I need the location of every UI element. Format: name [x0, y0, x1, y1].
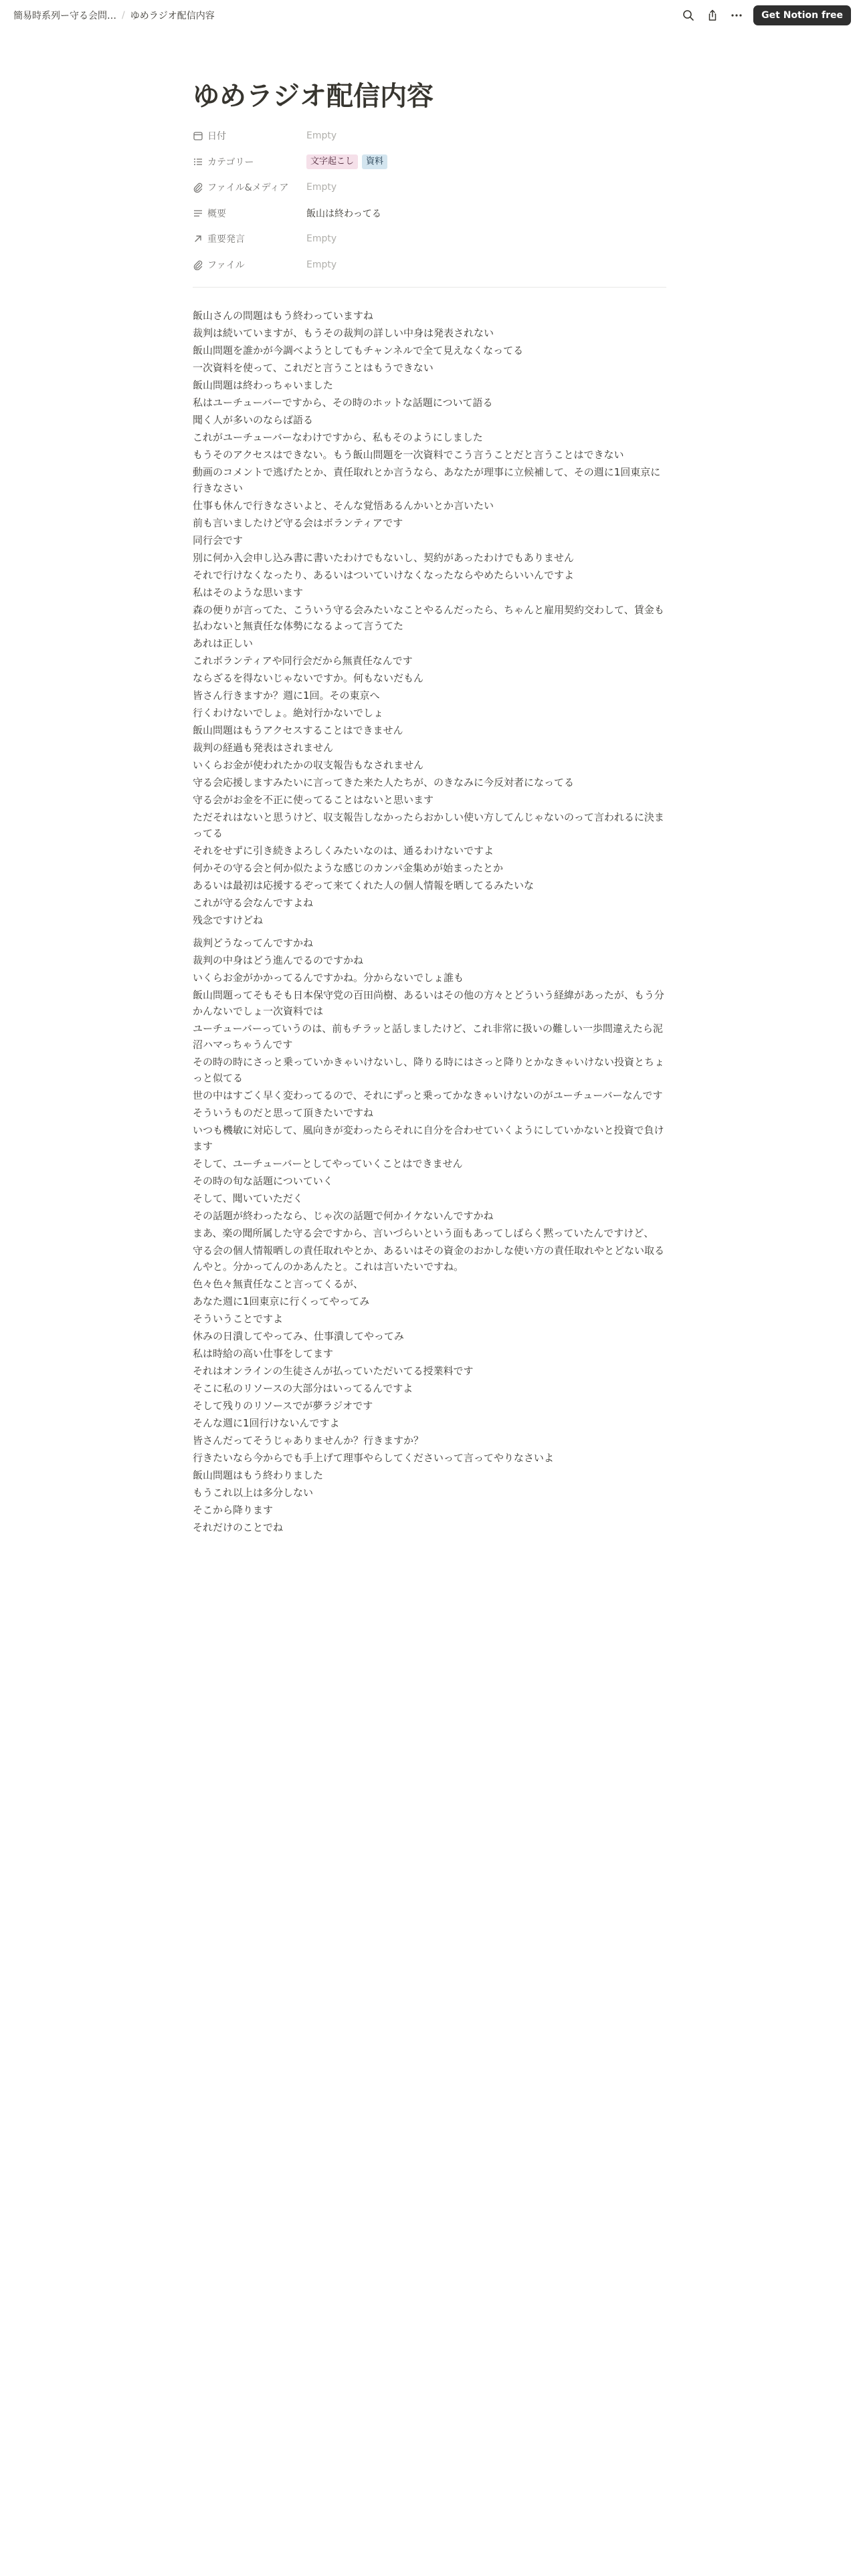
text-block[interactable]: 世の中はすごく早く変わってるので、それにずっと乗ってかなきゃいけないのがユーチューバーなんです	[193, 1089, 663, 1101]
text-block[interactable]: あれは正しい	[193, 637, 254, 649]
property-value[interactable]: Empty	[306, 130, 337, 142]
text-block[interactable]: 休みの日潰してやってみ、仕事潰してやってみ	[193, 1330, 404, 1342]
text-block[interactable]: ならざるを得ないじゃないですか。何もないだもん	[193, 672, 424, 684]
text-block[interactable]: 動画のコメントで逃げたとか、責任取れとか言うなら、あなたが理事に立候補して、その週に1回東京に行きなさい	[193, 466, 661, 494]
list-icon	[193, 156, 203, 167]
property-date	[193, 123, 666, 149]
body-section-2	[193, 935, 666, 1535]
text-block[interactable]: そして、聞いていただく	[193, 1192, 303, 1204]
text-block[interactable]: 飯山問題は終わっちゃいました	[193, 379, 333, 391]
text-block[interactable]: これが守る会なんですよね	[193, 897, 314, 909]
property-name[interactable]	[193, 181, 306, 194]
property-name[interactable]	[193, 207, 306, 220]
property-label: ファイル	[207, 259, 245, 271]
divider	[193, 287, 666, 288]
text-block[interactable]: もうこれ以上は多分しない	[193, 1487, 314, 1499]
text-block[interactable]: 私はそのような思います	[193, 586, 304, 599]
breadcrumb-parent[interactable]: 簡易時系列ー守る会問…	[13, 10, 116, 21]
property-name[interactable]	[193, 129, 306, 142]
text-block[interactable]: 皆さんだってそうじゃありませんか？行きますか？	[193, 1434, 424, 1446]
text-block[interactable]: そこに私のリソースの大部分はいってるんですよ	[193, 1382, 413, 1394]
share-button[interactable]	[702, 5, 723, 25]
property-value[interactable]: 飯山は終わってる	[306, 208, 381, 219]
calendar-icon	[193, 130, 203, 141]
breadcrumb-separator: /	[122, 9, 125, 21]
property-file	[193, 252, 666, 278]
breadcrumb-current[interactable]: ゆめラジオ配信内容	[130, 10, 215, 21]
paperclip-icon	[193, 182, 203, 193]
text-block[interactable]: ただそれはないと思うけど、収支報告しなかったらおかしい使い方してんじゃないのって言われるに決まってる	[193, 811, 664, 839]
property-name[interactable]	[193, 155, 306, 169]
text-block[interactable]: 飯山問題はもう終わりました	[193, 1469, 324, 1481]
property-value[interactable]: Empty	[306, 233, 337, 245]
property-label: ファイル&メディア	[207, 183, 289, 194]
text-block[interactable]: 前も言いましたけど守る会はボランティアです	[193, 517, 403, 529]
text-block[interactable]: 飯山問題はもうアクセスすることはできません	[193, 724, 403, 736]
text-block[interactable]: 守る会応援しますみたいに言ってきた来た人たちが、のきなみに今反対者になってる	[193, 776, 575, 788]
text-block[interactable]: 裁判の中身はどう進んでるのですかね	[193, 954, 364, 966]
text-block[interactable]: そして残りのリソースでが夢ラジオです	[193, 1400, 373, 1412]
section-gap	[193, 930, 666, 935]
property-value[interactable]: Empty	[306, 259, 337, 270]
text-block[interactable]: 色々色々無責任なこと言ってくるが、	[193, 1278, 364, 1290]
text-block[interactable]: 何かその守る会と何か似たような感じのカンパ金集めが始まったとか	[193, 862, 503, 874]
text-block[interactable]: 同行会です	[193, 534, 244, 546]
text-block[interactable]: 森の便りが言ってた、こういう守る会みたいなことやるんだったら、ちゃんと雇用契約交わして、賃金も払わないと無責任な体勢になるよって言うてた	[193, 604, 664, 632]
text-block[interactable]: 行くわけないでしょ。絶対行かないでしょ	[193, 707, 384, 719]
property-label: 概要	[207, 208, 226, 219]
text-block[interactable]: 飯山問題を誰かが今調べようとしてもチャンネルで全て見えなくなってる	[193, 344, 524, 356]
get-notion-free-button[interactable]: Get Notion free	[753, 5, 851, 25]
text-block[interactable]: 守る会がお金を不正に使ってることはないと思います	[193, 794, 434, 806]
text-block[interactable]: そんな週に1回行けないんですよ	[193, 1417, 340, 1429]
text-block[interactable]: それだけのことでね	[193, 1521, 284, 1533]
text-block[interactable]: 私は時給の高い仕事をしてます	[193, 1348, 334, 1360]
search-button[interactable]	[678, 5, 698, 25]
property-name[interactable]	[193, 258, 306, 272]
text-block[interactable]: 聞く人が多いのならば語る	[193, 414, 314, 426]
search-icon	[682, 9, 695, 22]
text-block[interactable]: 飯山問題ってそもそも日本保守党の百田尚樹、あるいはその他の方々とどういう経緯があったが、もう分かんないでしょ一次資料では	[193, 989, 664, 1017]
tag-materials[interactable]: 資料	[362, 154, 387, 169]
text-block[interactable]: 皆さん行きますか？週に1回。その東京へ	[193, 689, 380, 702]
more-icon	[730, 9, 743, 22]
text-block[interactable]: それで行けなくなったり、あるいはついていけなくなったならやめたらいいんですよ	[193, 569, 575, 581]
text-block[interactable]: 私はユーチューバーですから、その時のホットな話題について語る	[193, 397, 493, 409]
text-block[interactable]: 裁判の経過も発表はされません	[193, 742, 334, 754]
text-icon	[193, 208, 203, 219]
text-block[interactable]: 残念ですけどね	[193, 914, 264, 926]
paperclip-icon	[193, 259, 203, 270]
text-block[interactable]: 裁判は続いていますが、もうその裁判の詳しい中身は発表されない	[193, 327, 494, 339]
text-block[interactable]: ユーチューバーっていうのは、前もチラッと話しましたけど、これ非常に扱いの難しい一歩間違えたら泥沼ハマっちゃうんです	[193, 1023, 663, 1051]
text-block[interactable]: そういうことですよ	[193, 1313, 284, 1325]
body-section-1	[193, 308, 666, 928]
property-files-media	[193, 175, 666, 201]
breadcrumb	[9, 7, 219, 23]
property-value[interactable]: Empty	[306, 182, 337, 193]
property-label: カテゴリー	[207, 156, 254, 168]
text-block[interactable]: 別に何か入会申し込み書に書いたわけでもないし、契約があったわけでもありません	[193, 552, 574, 564]
text-block[interactable]: その時の時にさっと乗っていかきゃいけないし、降りる時にはさっと降りとかなきゃいけない投資とちょっと似てる	[193, 1056, 665, 1084]
property-key-statement	[193, 226, 666, 252]
property-label: 重要発言	[207, 234, 245, 245]
page-content	[193, 80, 666, 1537]
text-block[interactable]: 飯山さんの問題はもう終わっていますね	[193, 310, 373, 322]
text-block[interactable]: そこから降ります	[193, 1504, 274, 1516]
property-label: 日付	[207, 131, 226, 142]
text-block[interactable]: いくらお金がかかってるんですかね。分からないでしょ誰も	[193, 972, 464, 984]
text-block[interactable]: そして、ユーチューバーとしてやっていくことはできません	[193, 1158, 463, 1170]
property-category	[193, 149, 666, 175]
text-block[interactable]: 裁判どうなってんですかね	[193, 937, 314, 949]
top-actions	[678, 5, 851, 25]
text-block[interactable]: そういうものだと思って頂きたいですね	[193, 1107, 374, 1119]
text-block[interactable]: いくらお金が使われたかの収支報告もなされません	[193, 759, 424, 771]
text-block[interactable]: 一次資料を使って、これだと言うことはもうできない	[193, 362, 434, 374]
property-name[interactable]	[193, 232, 306, 245]
text-block[interactable]: それをせずに引き続きよろしくみたいなのは、通るわけないですよ	[193, 845, 494, 857]
top-bar	[0, 0, 859, 30]
text-block[interactable]: その話題が終わったなら、じゃ次の話題で何かイケないんですかね	[193, 1210, 494, 1222]
text-block[interactable]: その時の旬な話題についていく	[193, 1175, 333, 1187]
text-block[interactable]: あるいは最初は応援するぞって来てくれた人の個人情報を晒してるみたいな	[193, 879, 535, 891]
text-block[interactable]: いつも機敏に対応して、風向きが変わったらそれに自分を合わせていくようにしていかないと投資で負けます	[193, 1124, 664, 1152]
share-icon	[706, 9, 719, 22]
tag-transcription[interactable]: 文字起こし	[306, 154, 358, 169]
text-block[interactable]: 仕事も休んで行きなさいよと、そんな覚悟あるんかいとか言いたい	[193, 500, 494, 512]
property-value[interactable]	[306, 154, 387, 169]
property-summary	[193, 201, 666, 227]
page-body	[193, 308, 666, 1535]
text-block[interactable]: もうそのアクセスはできない。もう飯山問題を一次資料でこう言うことだと言うことはできない	[193, 449, 624, 461]
text-block[interactable]: 行きたいなら今からでも手上げて理事やらしてくださいって言ってやりなさいよ	[193, 1452, 554, 1464]
properties	[193, 123, 666, 278]
text-block[interactable]: まあ、楽の聞所属した守る会ですから、言いづらいという面もあってしばらく黙っていたんですけど、	[193, 1227, 654, 1239]
text-block[interactable]: これがユーチューバーなわけですから、私もそのようにしました	[193, 431, 483, 443]
more-button[interactable]	[727, 5, 747, 25]
text-block[interactable]: あなた週に1回東京に行くってやってみ	[193, 1295, 370, 1307]
arrow-up-right-icon	[193, 233, 203, 244]
page-title[interactable]: ゆめラジオ配信内容	[193, 81, 434, 112]
text-block[interactable]: それはオンラインの生徒さんが払っていただいてる授業料です	[193, 1365, 474, 1377]
text-block[interactable]: これボランティアや同行会だから無責任なんです	[193, 655, 413, 667]
text-block[interactable]: 守る会の個人情報晒しの責任取れやとか、あるいはその資金のおかしな使い方の責任取れやとどない取るんやと。分かってんのかあんたと。これは言いたいですね。	[193, 1245, 665, 1273]
